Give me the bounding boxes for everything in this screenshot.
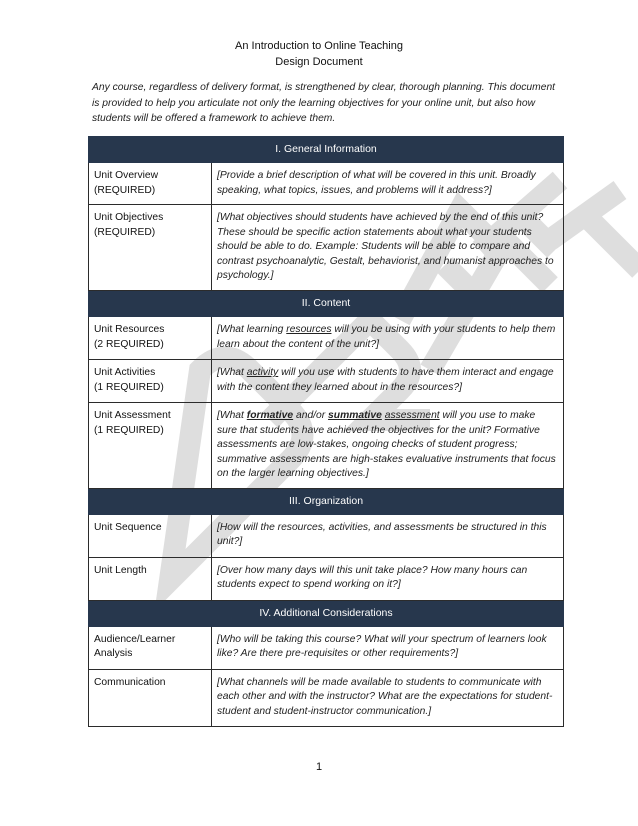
- row-label-text: Unit Length: [94, 564, 147, 576]
- row-description: [What channels will be made available to students to communicate with each other and with the instructor? What are the expectations for student-student and student-instructor communication.]: [212, 669, 564, 726]
- row-description: [Who will be taking this course? What will your spectrum of learners look like? Are there pre-requisites or other requirements?]: [212, 626, 564, 669]
- row-description: [Over how many days will this unit take place? How many hours can students expect to spend working on it?]: [212, 557, 564, 600]
- row-label-unit-activities: [89, 360, 212, 403]
- desc-text: [What learning: [217, 324, 287, 335]
- row-label-unit-objectives: [89, 205, 212, 291]
- table-row: [89, 514, 564, 557]
- section-title: III. Organization: [89, 488, 564, 514]
- row-label-text: Audience/Learner Analysis: [94, 633, 176, 659]
- section-header-organization: [89, 488, 564, 514]
- table-row: [89, 626, 564, 669]
- section-header-general: [89, 137, 564, 163]
- row-label-text: Unit Assessment (1 REQUIRED): [94, 410, 171, 436]
- row-description: [Provide a brief description of what will be covered in this unit. Broadly speaking, what topics, issues, and problems will it address?]: [212, 163, 564, 205]
- intro-paragraph: Any course, regardless of delivery format, is strengthened by clear, thorough planning. This document is provided to help you articulate not only the learning objectives for your online unit, but also how students will be offered a framework to achieve them.: [92, 82, 556, 124]
- row-label-communication: [89, 669, 212, 726]
- table-row: [89, 669, 564, 726]
- desc-text: will you be using with your students to help them learn about the content of the unit?]: [217, 324, 556, 350]
- row-label-unit-assessment: [89, 403, 212, 489]
- row-label-unit-overview: [89, 163, 212, 205]
- formative-link[interactable]: formative: [246, 410, 294, 421]
- row-label-text: Unit Sequence: [94, 521, 162, 533]
- row-label-unit-sequence: [89, 514, 212, 557]
- section-header-additional: [89, 600, 564, 626]
- row-description: [212, 317, 564, 360]
- desc-text: will you use with students to have them interact and engage with the content they learned about in the resources?]: [217, 367, 554, 393]
- assessment-link[interactable]: assessment: [384, 410, 440, 421]
- activity-link[interactable]: activity: [246, 367, 279, 378]
- summative-link[interactable]: summative: [328, 410, 382, 421]
- document-title-block: [0, 38, 638, 70]
- section-title: II. Content: [89, 291, 564, 317]
- table-row: [89, 317, 564, 360]
- section-header-content: [89, 291, 564, 317]
- resources-link[interactable]: resources: [286, 324, 332, 335]
- row-label-text: Unit Resources (2 REQUIRED): [94, 324, 165, 350]
- row-description: [212, 403, 564, 489]
- row-description: [What objectives should students have achieved by the end of this unit? These should be specific action statements about what your students should be able to do. Example: Students will be able to compare and contrast psychoanalytic, Gestalt, behaviorist, and humanist approaches to psychology.]: [212, 205, 564, 291]
- row-label-unit-resources: [89, 317, 212, 360]
- table-row: [89, 163, 564, 205]
- table-row: [89, 205, 564, 291]
- row-label-audience-analysis: [89, 626, 212, 669]
- document-title: An Introduction to Online Teaching: [235, 40, 403, 52]
- page-number: 1: [315, 761, 323, 773]
- section-title: IV. Additional Considerations: [89, 600, 564, 626]
- row-label-text: Unit Activities (1 REQUIRED): [94, 367, 164, 393]
- table-row: [89, 403, 564, 489]
- row-label-text: Unit Objectives (REQUIRED): [94, 212, 164, 238]
- document-subtitle: Design Document: [275, 56, 363, 68]
- row-label-unit-length: [89, 557, 212, 600]
- row-label-text: Unit Overview (REQUIRED): [94, 170, 159, 196]
- desc-text: will you use to make sure that students have achieved the objectives for the unit? Formative assessments are low-stakes, ongoing checks of student progress; summative assessments are high-stakes evaluative instruments that focus on the larger learning objectives.]: [217, 410, 556, 479]
- row-description: [How will the resources, activities, and assessments be structured in this unit?]: [212, 514, 564, 557]
- desc-text: [What: [217, 367, 247, 378]
- section-title: I. General Information: [89, 137, 564, 163]
- row-label-text: Communication: [94, 676, 166, 688]
- table-row: [89, 557, 564, 600]
- table-row: [89, 360, 564, 403]
- design-table: [88, 136, 564, 727]
- row-description: [212, 360, 564, 403]
- desc-text: [What: [217, 410, 247, 421]
- desc-text: and/or: [293, 410, 329, 421]
